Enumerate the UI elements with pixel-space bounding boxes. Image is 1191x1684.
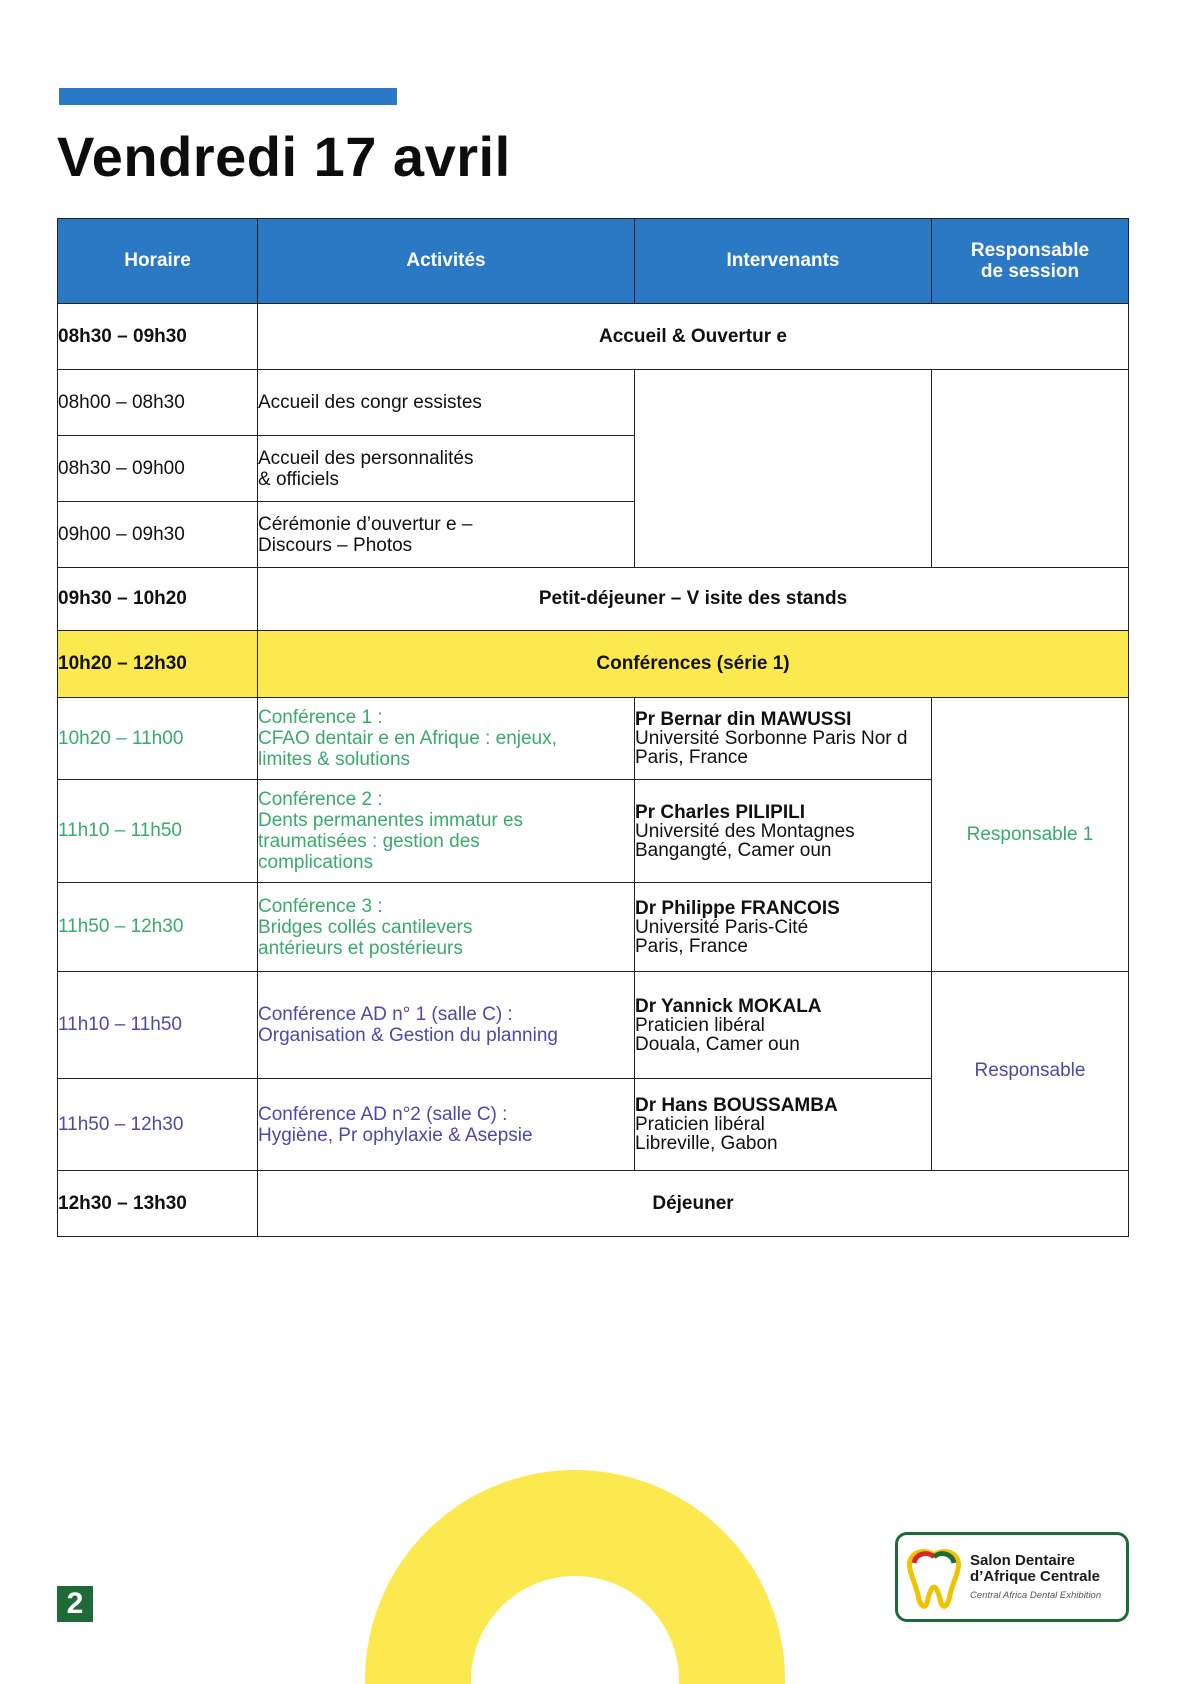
row-time: 11h10 – 11h50 [58, 972, 258, 1079]
row-activity [258, 698, 635, 780]
table-row [58, 972, 1129, 1079]
row-time: 10h20 – 12h30 [58, 631, 258, 698]
activity-line: Discours – Photos [258, 534, 413, 556]
speaker-name: Dr Yannick MOKALA [635, 995, 822, 1017]
header-activities: Activités [258, 219, 635, 304]
row-speaker [635, 972, 932, 1079]
row-activity [258, 972, 635, 1079]
row-time: 11h50 – 12h30 [58, 883, 258, 972]
table-row-highlight [58, 631, 1129, 698]
row-activity [258, 502, 635, 568]
header-time: Horaire [58, 219, 258, 304]
row-title: Accueil & Ouvertur e [258, 304, 1129, 370]
header-responsible-line2: de session [980, 261, 1080, 282]
activity-line: Conférence 1 : [258, 707, 383, 728]
table-header-row [58, 219, 1129, 304]
logo-name-line1: Salon Dentaire [970, 1552, 1076, 1569]
responsible-cell-empty [932, 370, 1129, 568]
row-speaker [635, 698, 932, 780]
activity-line: CFAO dentair e en Afrique : enjeux, [258, 728, 557, 749]
activity-line: traumatisées : gestion des [258, 831, 480, 852]
speaker-affiliation: Praticien libéral [635, 1114, 765, 1135]
activity-line: Conférence AD n° 1 (salle C) : [258, 1004, 513, 1025]
logo-tagline: Central Africa Dental Exhibition [970, 1590, 1102, 1601]
row-activity [258, 780, 635, 883]
activity-line: Cérémonie d’ouvertur e – [258, 513, 473, 535]
decorative-yellow-ring [365, 1470, 785, 1684]
row-time: 09h30 – 10h20 [58, 568, 258, 631]
responsible-2: Responsable [932, 972, 1129, 1171]
header-responsible [932, 219, 1129, 304]
activity-line: Accueil des congr essistes [258, 392, 482, 413]
tooth-logo-icon [904, 1543, 964, 1615]
speaker-name: Pr Bernar din MAWUSSI [635, 709, 852, 730]
row-time: 08h30 – 09h30 [58, 304, 258, 370]
activity-line: Organisation & Gestion du planning [258, 1025, 558, 1046]
speaker-cell-empty [635, 370, 932, 568]
table-row [58, 370, 1129, 436]
row-activity [258, 436, 635, 502]
table-row [58, 698, 1129, 780]
logo-name [970, 1553, 1100, 1585]
speaker-name: Dr Hans BOUSSAMBA [635, 1095, 838, 1116]
speaker-affiliation: Praticien libéral [635, 1014, 765, 1036]
speaker-affiliation: Université Paris-Cité [635, 916, 809, 938]
activity-line: Accueil des personnalités [258, 447, 474, 469]
page-title: Vendredi 17 avril [57, 125, 511, 188]
header-responsible-line1: Responsable [970, 240, 1090, 261]
row-activity [258, 883, 635, 972]
speaker-location: Paris, France [635, 935, 748, 957]
row-activity [258, 370, 635, 436]
logo-name-line2: d’Afrique Centrale [970, 1568, 1101, 1585]
activity-line: Hygiène, Pr ophylaxie & Asepsie [258, 1124, 533, 1146]
activity-line: Conférence 3 : [258, 895, 383, 917]
speaker-affiliation: Université Sorbonne Paris Nor d [635, 728, 908, 749]
row-speaker [635, 1079, 932, 1171]
responsible-1: Responsable 1 [932, 698, 1129, 972]
activity-line: antérieurs et postérieurs [258, 937, 463, 959]
page-number: 2 [57, 1586, 93, 1622]
speaker-name: Pr Charles PILIPILI [635, 801, 805, 823]
row-speaker [635, 883, 932, 972]
schedule-table [57, 218, 1129, 1237]
row-time: 10h20 – 11h00 [58, 698, 258, 780]
activity-line: complications [258, 852, 374, 873]
row-activity [258, 1079, 635, 1171]
activity-line: Dents permanentes immatur es [258, 810, 524, 831]
speaker-name: Dr Philippe FRANCOIS [635, 897, 840, 919]
table-row [58, 304, 1129, 370]
header-speakers: Intervenants [635, 219, 932, 304]
activity-line: Conférence 2 : [258, 789, 383, 810]
top-accent-bar [59, 88, 397, 105]
table-row [58, 568, 1129, 631]
speaker-location: Libreville, Gabon [635, 1133, 778, 1154]
row-time: 11h50 – 12h30 [58, 1079, 258, 1171]
row-time: 08h00 – 08h30 [58, 370, 258, 436]
row-time: 12h30 – 13h30 [58, 1171, 258, 1237]
speaker-location: Paris, France [635, 747, 748, 768]
event-logo [895, 1532, 1129, 1622]
row-time: 11h10 – 11h50 [58, 780, 258, 883]
row-time: 08h30 – 09h00 [58, 436, 258, 502]
row-title: Déjeuner [258, 1171, 1129, 1237]
row-title: Conférences (série 1) [258, 631, 1129, 698]
activity-line: Conférence AD n°2 (salle C) : [258, 1103, 508, 1125]
activity-line: limites & solutions [258, 749, 411, 770]
table-row [58, 1171, 1129, 1237]
speaker-location: Bangangté, Camer oun [635, 839, 832, 861]
activity-line: Bridges collés cantilevers [258, 916, 473, 938]
row-speaker [635, 780, 932, 883]
activity-line: & officiels [258, 468, 339, 490]
row-time: 09h00 – 09h30 [58, 502, 258, 568]
row-title: Petit-déjeuner – V isite des stands [258, 568, 1129, 631]
speaker-affiliation: Université des Montagnes [635, 820, 855, 842]
speaker-location: Douala, Camer oun [635, 1033, 800, 1055]
